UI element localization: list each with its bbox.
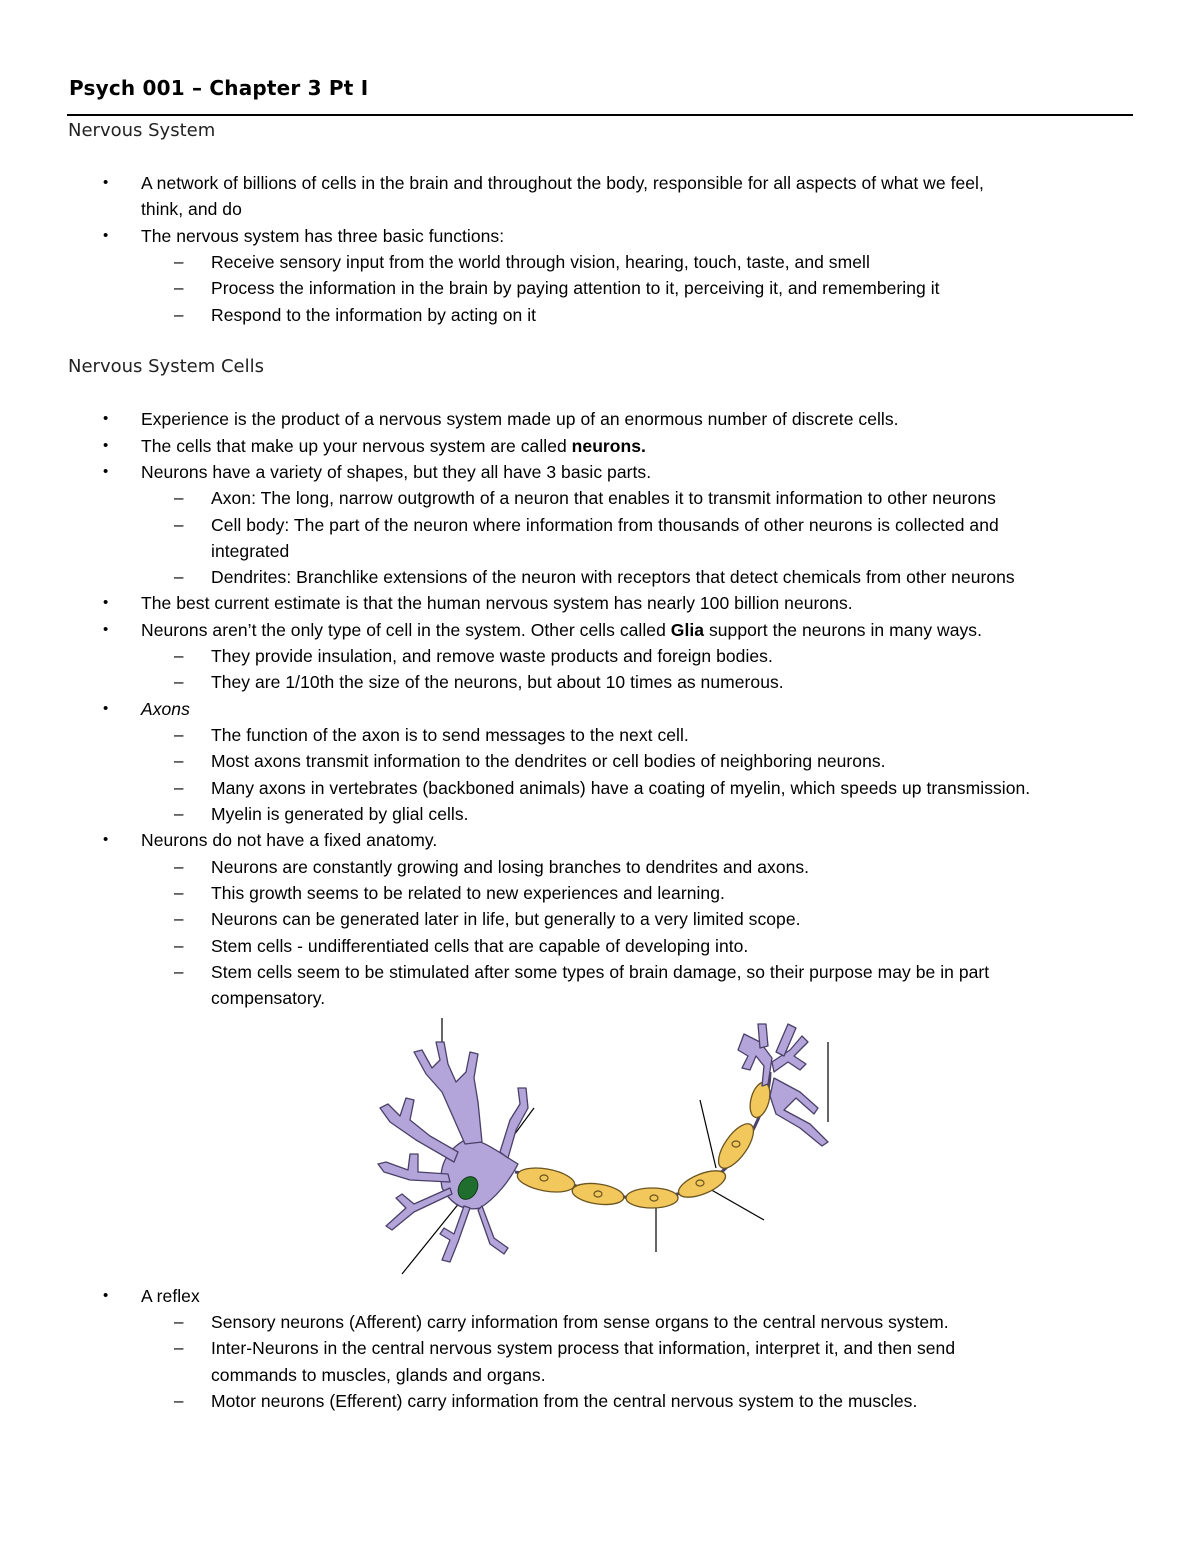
bullet-icon: • <box>103 831 109 848</box>
sub-list-item: Neurons can be generated later in life, but generally to a very limited scope. <box>211 909 801 929</box>
dash-icon: – <box>174 962 184 981</box>
sub-list-item-continuation: commands to muscles, glands and organs. <box>211 1365 546 1385</box>
list-item: Experience is the product of a nervous system made up of an enormous number of discrete cells. <box>141 409 899 429</box>
list-item <box>141 698 190 720</box>
bullet-icon: • <box>103 1287 109 1304</box>
list-item: The best current estimate is that the human nervous system has nearly 100 billion neurons. <box>141 593 853 613</box>
sub-list-item: Motor neurons (Efferent) carry information from the central nervous system to the muscles. <box>211 1391 918 1411</box>
italic-term-axons: Axons <box>141 699 190 719</box>
list-item: A reflex <box>141 1286 200 1306</box>
definition: The part of the neuron where information from thousands of other neurons is collected and <box>289 515 999 535</box>
sub-list-item <box>211 487 996 509</box>
dash-icon: – <box>174 567 184 586</box>
sub-list-item-continuation: integrated <box>211 541 290 561</box>
dash-icon: – <box>174 1338 184 1357</box>
definition: Branchlike extensions of the neuron with receptors that detect chemicals from other neurons <box>291 567 1015 587</box>
sub-list-item: Most axons transmit information to the dendrites or cell bodies of neighboring neurons. <box>211 751 886 771</box>
dash-icon: – <box>174 909 184 928</box>
sub-list-item: Stem cells - undifferentiated cells that are capable of developing into. <box>211 936 749 956</box>
sub-list-item: They are 1/10th the size of the neurons, but about 10 times as numerous. <box>211 672 784 692</box>
sub-list-item: Neurons are constantly growing and losing branches to dendrites and axons. <box>211 857 810 877</box>
list-item: Neurons do not have a fixed anatomy. <box>141 830 438 850</box>
list-item <box>141 435 646 457</box>
sub-list-item: Many axons in vertebrates (backboned animals) have a coating of myelin, which speeds up transmission. <box>211 778 1031 798</box>
page-title: Psych 001 – Chapter 3 Pt I <box>69 76 369 100</box>
neuron-diagram <box>370 1012 840 1282</box>
text-run: The cells that make up your nervous system are called <box>141 436 572 456</box>
sub-list-item: Inter-Neurons in the central nervous system process that information, interpret it, and then send <box>211 1338 956 1358</box>
dash-icon: – <box>174 252 184 271</box>
myelin-segment <box>675 1165 729 1202</box>
section-heading-nervous-system-cells: Nervous System Cells <box>68 356 264 377</box>
sub-list-item: They provide insulation, and remove waste products and foreign bodies. <box>211 646 773 666</box>
dash-icon: – <box>174 515 184 534</box>
myelin-segment <box>626 1188 678 1208</box>
text-run: Neurons aren’t the only type of cell in the system. Other cells called <box>141 620 671 640</box>
dash-icon: – <box>174 646 184 665</box>
title-rule <box>67 114 1133 116</box>
myelin-segment <box>571 1180 625 1207</box>
section-heading-nervous-system: Nervous System <box>68 120 216 141</box>
myelin-segment <box>712 1118 760 1173</box>
bullet-icon: • <box>103 174 109 191</box>
sub-list-item <box>211 514 999 536</box>
dash-icon: – <box>174 751 184 770</box>
bullet-icon: • <box>103 594 109 611</box>
term-cell-body: Cell body: <box>211 515 290 535</box>
sub-list-item: Process the information in the brain by paying attention to it, perceiving it, and remembering it <box>211 278 940 298</box>
term-dendrites: Dendrites: <box>211 567 292 587</box>
myelin-sheaths <box>516 1080 774 1208</box>
dash-icon: – <box>174 857 184 876</box>
sub-list-item: Receive sensory input from the world through vision, hearing, touch, taste, and smell <box>211 252 870 272</box>
term-axon: Axon: <box>211 488 256 508</box>
text-run: support the neurons in many ways. <box>704 620 983 640</box>
dash-icon: – <box>174 778 184 797</box>
dash-icon: – <box>174 883 184 902</box>
list-item-continuation: think, and do <box>141 199 242 219</box>
sub-list-item: This growth seems to be related to new experiences and learning. <box>211 883 725 903</box>
sub-list-item: Respond to the information by acting on it <box>211 305 537 325</box>
bullet-icon: • <box>103 463 109 480</box>
bullet-icon: • <box>103 621 109 638</box>
cell-body <box>378 1042 528 1262</box>
dash-icon: – <box>174 672 184 691</box>
list-item <box>141 619 982 641</box>
myelin-segment <box>516 1164 577 1196</box>
list-item: A network of billions of cells in the brain and throughout the body, responsible for all aspects of what we feel, <box>141 173 984 193</box>
definition: The long, narrow outgrowth of a neuron that enables it to transmit information to other neurons <box>256 488 996 508</box>
sub-list-item: Myelin is generated by glial cells. <box>211 804 469 824</box>
list-item: The nervous system has three basic functions: <box>141 226 505 246</box>
bullet-icon: • <box>103 410 109 427</box>
sub-list-item: Stem cells seem to be stimulated after some types of brain damage, so their purpose may be in part <box>211 962 990 982</box>
bold-term-glia: Glia <box>670 620 705 640</box>
dash-icon: – <box>174 1312 184 1331</box>
leader-line-schwann <box>708 1188 764 1220</box>
dash-icon: – <box>174 278 184 297</box>
bullet-icon: • <box>103 437 109 454</box>
leader-line-node <box>700 1100 716 1168</box>
sub-list-item: The function of the axon is to send messages to the next cell. <box>211 725 689 745</box>
dash-icon: – <box>174 804 184 823</box>
list-item: Neurons have a variety of shapes, but they all have 3 basic parts. <box>141 462 652 482</box>
dash-icon: – <box>174 305 184 324</box>
dash-icon: – <box>174 1391 184 1410</box>
bullet-icon: • <box>103 227 109 244</box>
sub-list-item-continuation: compensatory. <box>211 988 326 1008</box>
sub-list-item: Sensory neurons (Afferent) carry information from sense organs to the central nervous system. <box>211 1312 949 1332</box>
dash-icon: – <box>174 936 184 955</box>
bullet-icon: • <box>103 700 109 717</box>
dash-icon: – <box>174 488 184 507</box>
sub-list-item <box>211 566 1015 588</box>
bold-term-neurons: neurons. <box>571 436 646 456</box>
dash-icon: – <box>174 725 184 744</box>
